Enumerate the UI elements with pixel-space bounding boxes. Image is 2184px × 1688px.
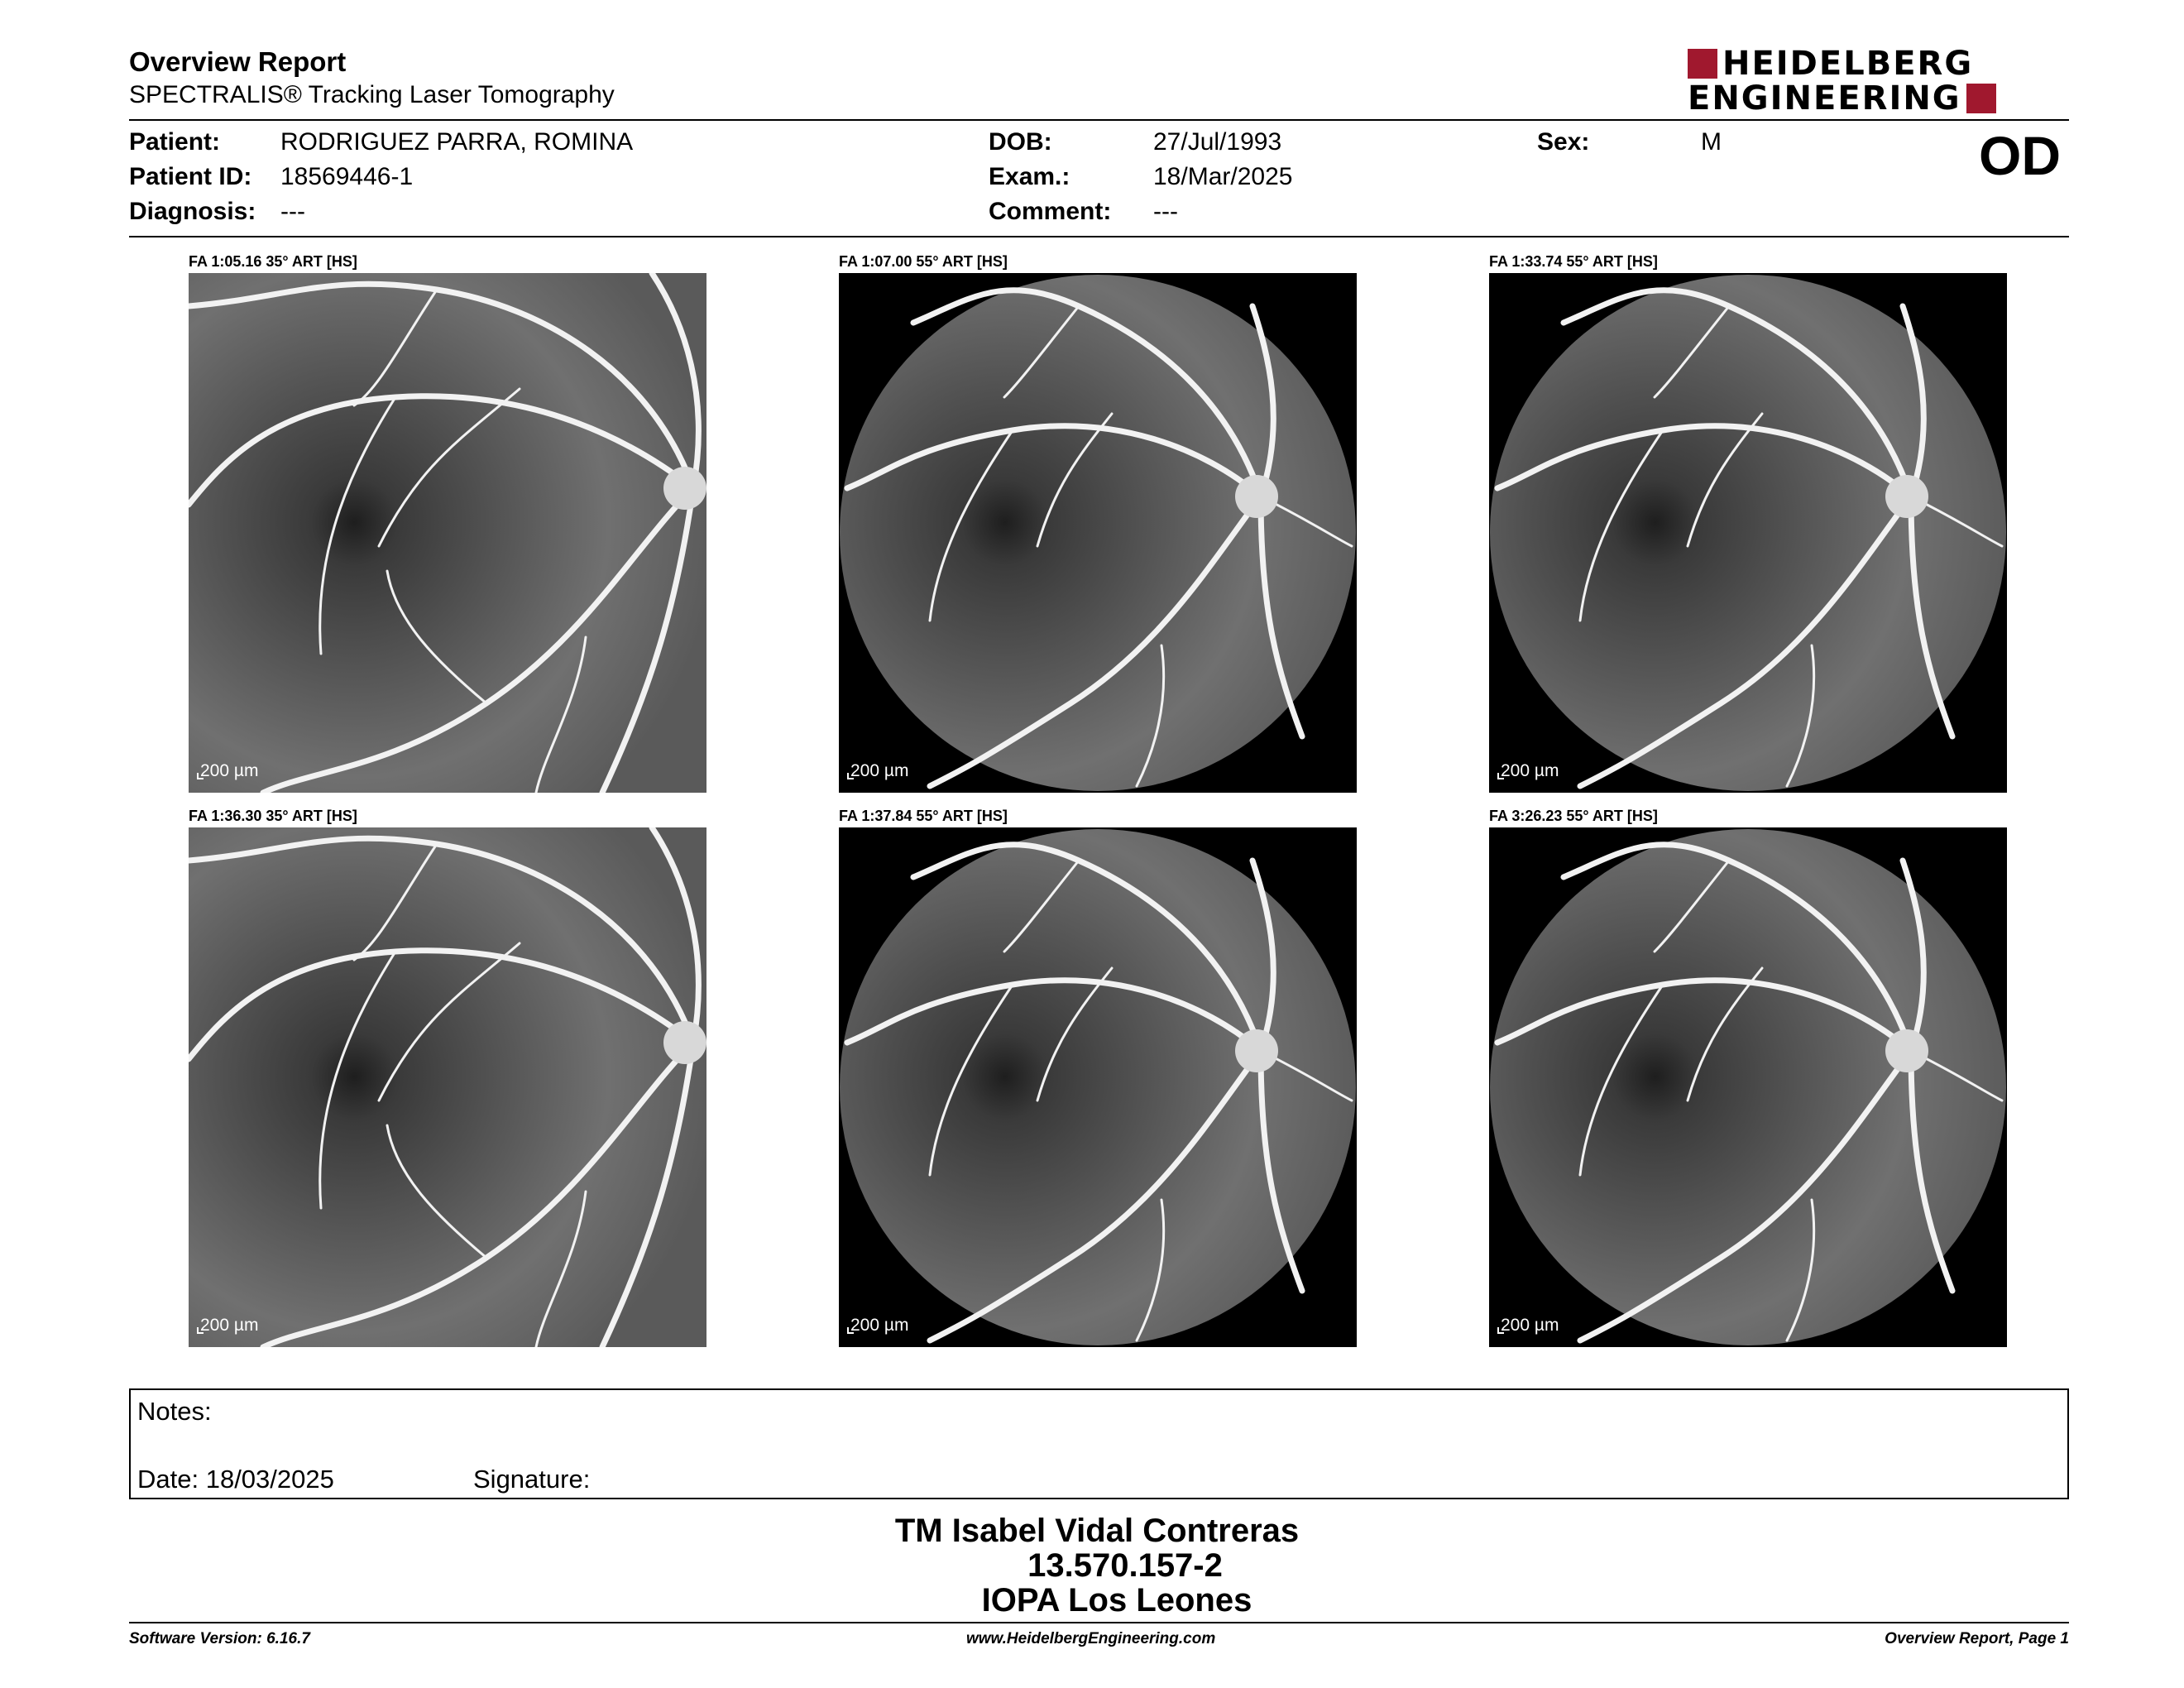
angiogram-image[interactable] <box>189 273 706 793</box>
page-indicator: Overview Report, Page 1 <box>1885 1630 2069 1647</box>
heidelberg-logo <box>1688 46 2070 117</box>
scale-bar: 200 µm <box>1501 1316 1559 1335</box>
image-caption: FA 1:36.30 35° ART [HS] <box>189 808 357 824</box>
fundus-illustration <box>839 273 1357 793</box>
angiogram-image[interactable] <box>839 273 1357 793</box>
patient-name: RODRIGUEZ PARRA, ROMINA <box>280 128 634 156</box>
sex-label: Sex: <box>1537 128 1590 156</box>
notes-label: Notes: <box>137 1397 212 1426</box>
comment-label: Comment: <box>989 198 1112 225</box>
date-label: Date: 18/03/2025 <box>137 1465 334 1494</box>
patient-divider <box>129 236 2069 237</box>
scale-bar: 200 µm <box>850 1316 909 1335</box>
image-caption: FA 1:33.74 55° ART [HS] <box>1489 253 1658 270</box>
signature-label: Signature: <box>473 1465 591 1494</box>
angiogram-image[interactable] <box>1489 827 2007 1347</box>
stamp-id: 13.570.157-2 <box>1027 1547 1223 1584</box>
exam-value: 18/Mar/2025 <box>1153 163 1293 190</box>
fundus-illustration <box>839 827 1357 1347</box>
software-version: Software Version: 6.16.7 <box>129 1630 310 1647</box>
logo-square-icon <box>1966 84 1996 113</box>
eye-indicator: OD <box>1979 125 2061 186</box>
logo-text-line2: ENGINEERING <box>1688 79 1961 117</box>
patient-label: Patient: <box>129 128 221 156</box>
scale-bar: 200 µm <box>1501 761 1559 780</box>
image-caption: FA 1:37.84 55° ART [HS] <box>839 808 1008 824</box>
fundus-illustration <box>189 827 706 1347</box>
diagnosis-value: --- <box>280 198 305 225</box>
diagnosis-label: Diagnosis: <box>129 198 256 225</box>
comment-value: --- <box>1153 198 1178 225</box>
logo-text-line1: HEIDELBERG <box>1722 45 1974 83</box>
stamp-institution: IOPA Los Leones <box>981 1582 1252 1618</box>
footer-divider <box>129 1622 2069 1623</box>
angiogram-image[interactable] <box>1489 273 2007 793</box>
patient-id-label: Patient ID: <box>129 163 252 190</box>
scale-bar: 200 µm <box>200 1316 259 1335</box>
angiogram-image[interactable] <box>839 827 1357 1347</box>
stamp-name: TM Isabel Vidal Contreras <box>894 1513 1300 1549</box>
logo-square-icon <box>1688 49 1717 79</box>
scale-bar: 200 µm <box>850 761 909 780</box>
website-link[interactable]: www.HeidelbergEngineering.com <box>966 1630 1216 1647</box>
image-caption: FA 1:07.00 55° ART [HS] <box>839 253 1008 270</box>
patient-id: 18569446-1 <box>280 163 414 190</box>
image-caption: FA 3:26.23 55° ART [HS] <box>1489 808 1658 824</box>
dob-value: 27/Jul/1993 <box>1153 128 1282 156</box>
fundus-illustration <box>189 273 706 793</box>
fundus-illustration <box>1489 273 2007 793</box>
report-title: Overview Report <box>129 46 347 77</box>
dob-label: DOB: <box>989 128 1052 156</box>
image-caption: FA 1:05.16 35° ART [HS] <box>189 253 357 270</box>
scale-bar: 200 µm <box>200 761 259 780</box>
header-divider <box>129 119 2069 121</box>
notes-box[interactable] <box>129 1388 2069 1499</box>
exam-label: Exam.: <box>989 163 1070 190</box>
sex-value: M <box>1701 128 1722 156</box>
angiogram-image[interactable] <box>189 827 706 1347</box>
fundus-illustration <box>1489 827 2007 1347</box>
report-subtitle: SPECTRALIS® Tracking Laser Tomography <box>129 81 615 108</box>
